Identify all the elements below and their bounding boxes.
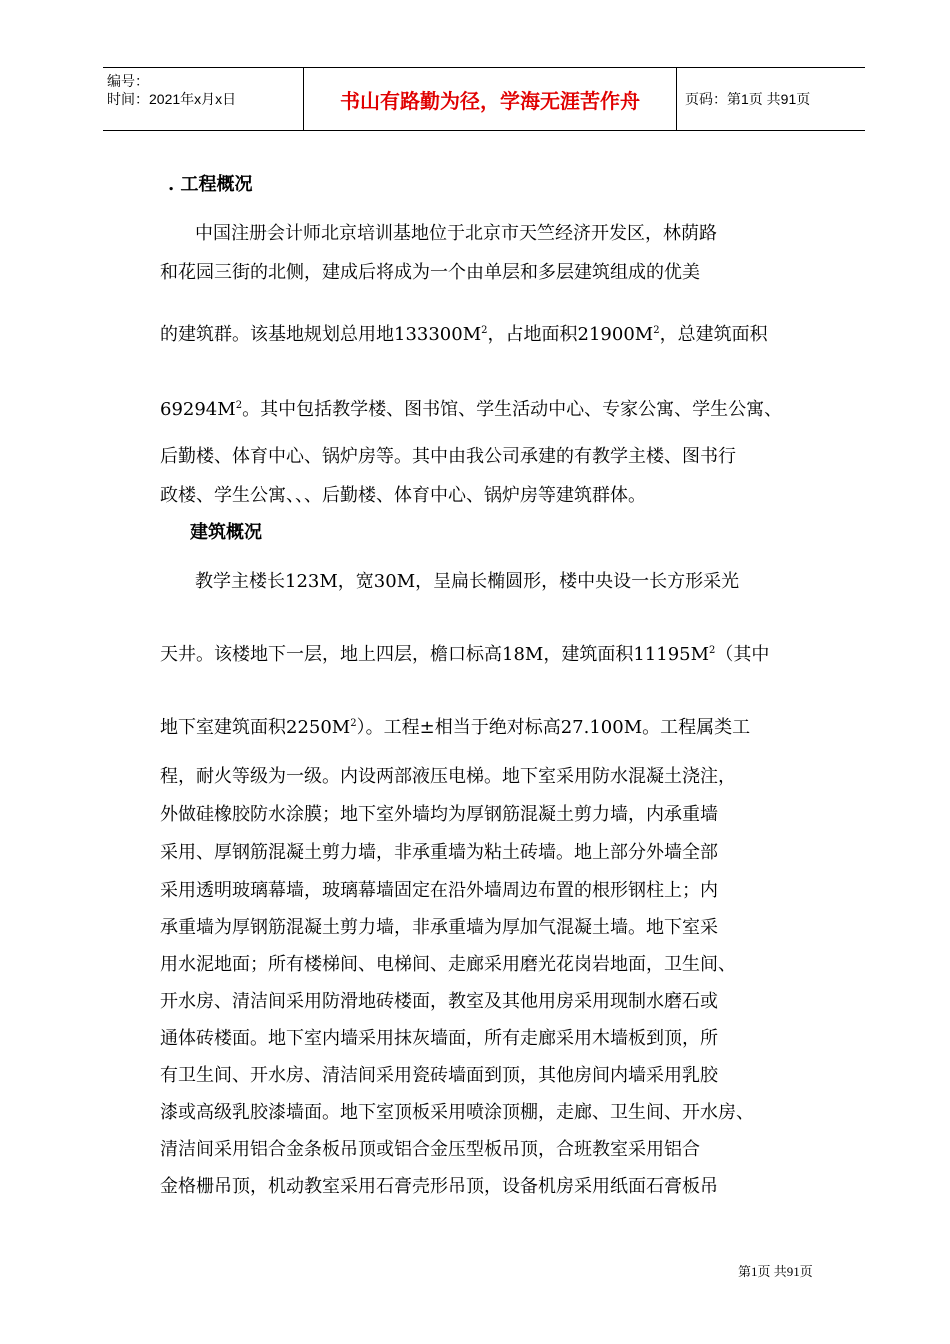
header-page-label: 页码：第1页 共91页 <box>685 91 811 107</box>
paragraph-line: 金格栅吊顶，机动教室采用石膏壳形吊顶，设备机房采用纸面石膏板吊 <box>160 1176 718 1197</box>
paragraph-line: 天井。该楼地下一层，地上四层，檐口标高18M，建筑面积$11195M^2$（其中 <box>160 644 770 665</box>
paragraph-line: 中国注册会计师北京培训基地位于北京市天竺经济开发区，林荫路 <box>195 223 717 244</box>
header-motto: 书山有路勤为径，学海无涯苦作舟 <box>304 68 677 130</box>
paragraph-line: 有卫生间、开水房、清洁间采用瓷砖墙面到顶，其他房间内墙采用乳胶 <box>160 1065 718 1086</box>
paragraph-line: 通体砖楼面。地下室内墙采用抹灰墙面，所有走廊采用木墙板到顶，所 <box>160 1028 718 1049</box>
paragraph-line: 承重墙为厚钢筋混凝土剪力墙，非承重墙为厚加气混凝土墙。地下室采 <box>160 917 718 938</box>
paragraph-line: 采用、厚钢筋混凝土剪力墙，非承重墙为粘土砖墙。地上部分外墙全部 <box>160 842 718 863</box>
paragraph-line: 地下室建筑面积$2250M^2$）。工程±相当于绝对标高27.100M。工程属类工 <box>160 717 751 738</box>
paragraph-line: 外做硅橡胶防水涂膜；地下室外墙均为厚钢筋混凝土剪力墙，内承重墙 <box>160 804 718 825</box>
section-title-building: 建筑概况 <box>190 522 262 543</box>
paragraph-line: 清洁间采用铝合金条板吊顶或铝合金压型板吊顶，合班教室采用铝合 <box>160 1139 700 1160</box>
paragraph-line: 政楼、学生公寓、、、后勤楼、体育中心、锅炉房等建筑群体。 <box>160 485 646 506</box>
number-label: 编号： <box>107 73 149 89</box>
paragraph-line: 漆或高级乳胶漆墙面。地下室顶板采用喷涂顶棚，走廊、卫生间、开水房、 <box>160 1102 754 1123</box>
paragraph-line: 采用透明玻璃幕墙，玻璃幕墙固定在沿外墙周边布置的根形钢柱上；内 <box>160 880 718 901</box>
paragraph-line: 用水泥地面；所有楼梯间、电梯间、走廊采用磨光花岗岩地面，卫生间、 <box>160 954 736 975</box>
paragraph-line: $69294M^2$。其中包括教学楼、图书馆、学生活动中心、专家公寓、学生公寓、 <box>160 399 783 420</box>
section-title-overview: . 工程概况 <box>168 174 253 195</box>
page-header <box>103 67 865 131</box>
paragraph-line: 教学主楼长123M，宽30M，呈扁长椭圆形，楼中央设一长方形采光 <box>195 571 740 592</box>
paragraph-line: 开水房、清洁间采用防滑地砖楼面，教室及其他用房采用现制水磨石或 <box>160 991 718 1012</box>
header-info-cell <box>103 68 304 130</box>
page-footer: 第1页 共91页 <box>738 1264 813 1279</box>
paragraph-line: 后勤楼、体育中心、锅炉房等。其中由我公司承建的有教学主楼、图书行 <box>160 446 736 467</box>
paragraph-line: 程，耐火等级为一级。内设两部液压电梯。地下室采用防水混凝土浇注， <box>160 766 736 787</box>
date-label: 时间：2021年x月x日 <box>107 91 237 107</box>
paragraph-line: 的建筑群。该基地规划总用地$133300M^2$，占地面积$21900M^2$，总建筑面积 <box>160 324 768 345</box>
paragraph-line: 和花园三街的北侧，建成后将成为一个由单层和多层建筑组成的优美 <box>160 262 700 283</box>
